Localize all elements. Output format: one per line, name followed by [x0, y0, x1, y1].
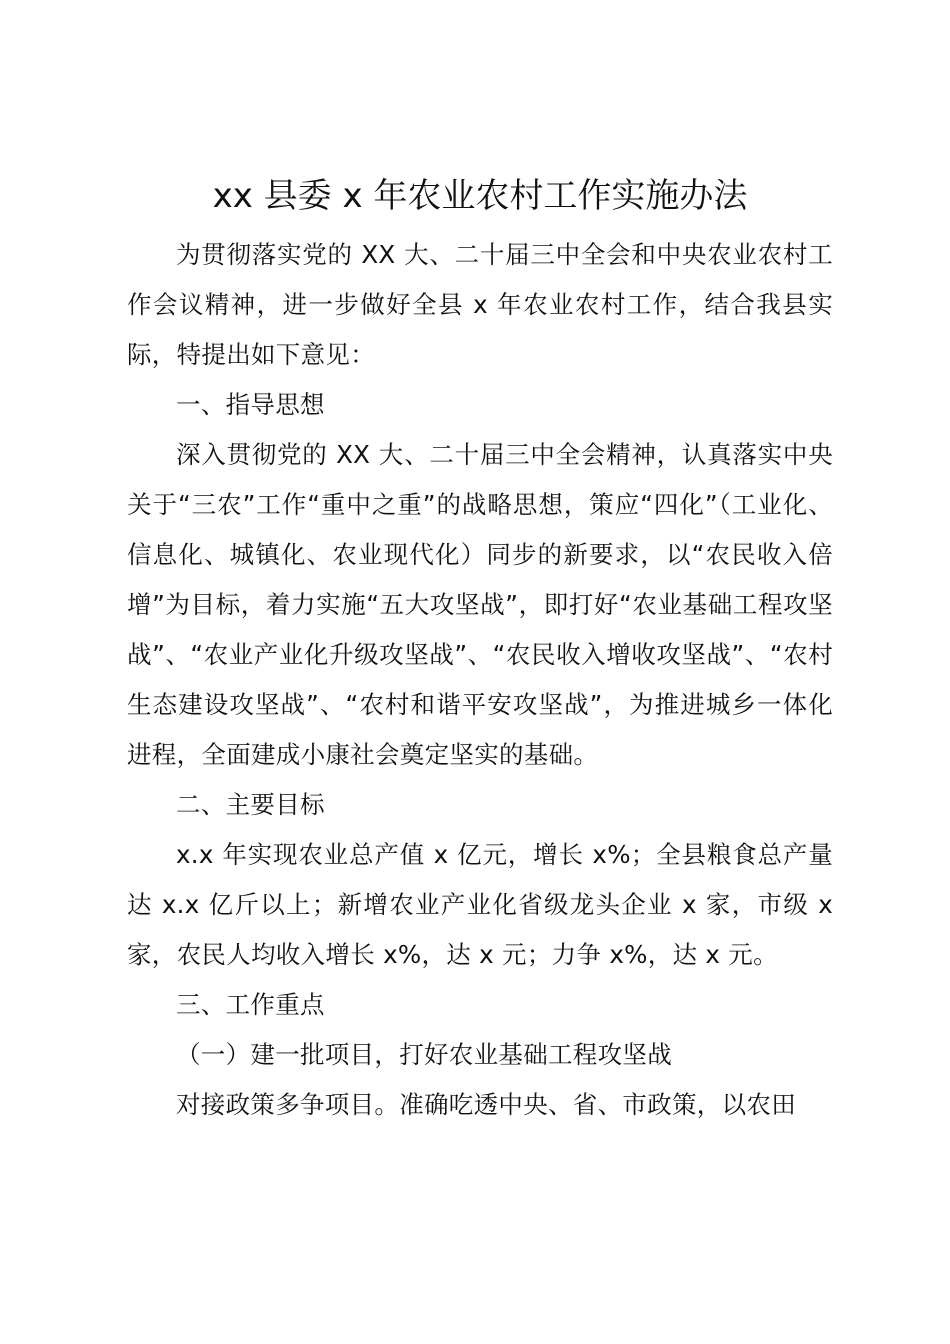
document-body [127, 172, 833, 1130]
document-title: xx 县委 x 年农业农村工作实施办法 [212, 176, 748, 216]
subsection-heading-projects: （一）建一批项目，打好农业基础工程攻坚战 [176, 1040, 672, 1069]
section-heading-guiding-ideology: 一、指导思想 [176, 390, 325, 419]
section-heading-work-focus: 三、工作重点 [176, 990, 325, 1019]
intro-paragraph: 为贯彻落实党的 XX 大、二十届三中全会和中央农业农村工作会议精神，进一步做好全县 x 年农业农村工作，结合我县实际，特提出如下意见： [127, 240, 833, 369]
guiding-ideology-paragraph: 深入贯彻党的 XX 大、二十届三中全会精神，认真落实中央关于“三农”工作“重中之重”的战略思想，策应“四化”（工业化、信息化、城镇化、农业现代化）同步的新要求，以“农民收入倍增”为目标，着力实施“五大攻坚战”，即打好“农业基础工程攻坚战”、“农业产业化升级攻坚战”、“农民收入增收攻坚战”、“农村生态建设攻坚战”、“农村和谐平安攻坚战”，为推进城乡一体化进程，全面建成小康社会奠定坚实的基础。 [127, 440, 833, 769]
section-heading-main-goals: 二、主要目标 [176, 790, 325, 819]
projects-paragraph: 对接政策多争项目。准确吃透中央、省、市政策，以农田 [176, 1090, 796, 1119]
main-goals-paragraph: x.x 年实现农业总产值 x 亿元，增长 x%；全县粮食总产量达 x.x 亿斤以上；新增农业产业化省级龙头企业 x 家，市级 x 家，农民人均收入增长 x%，达 x 元；力争 x%，达 x 元。 [127, 840, 833, 969]
